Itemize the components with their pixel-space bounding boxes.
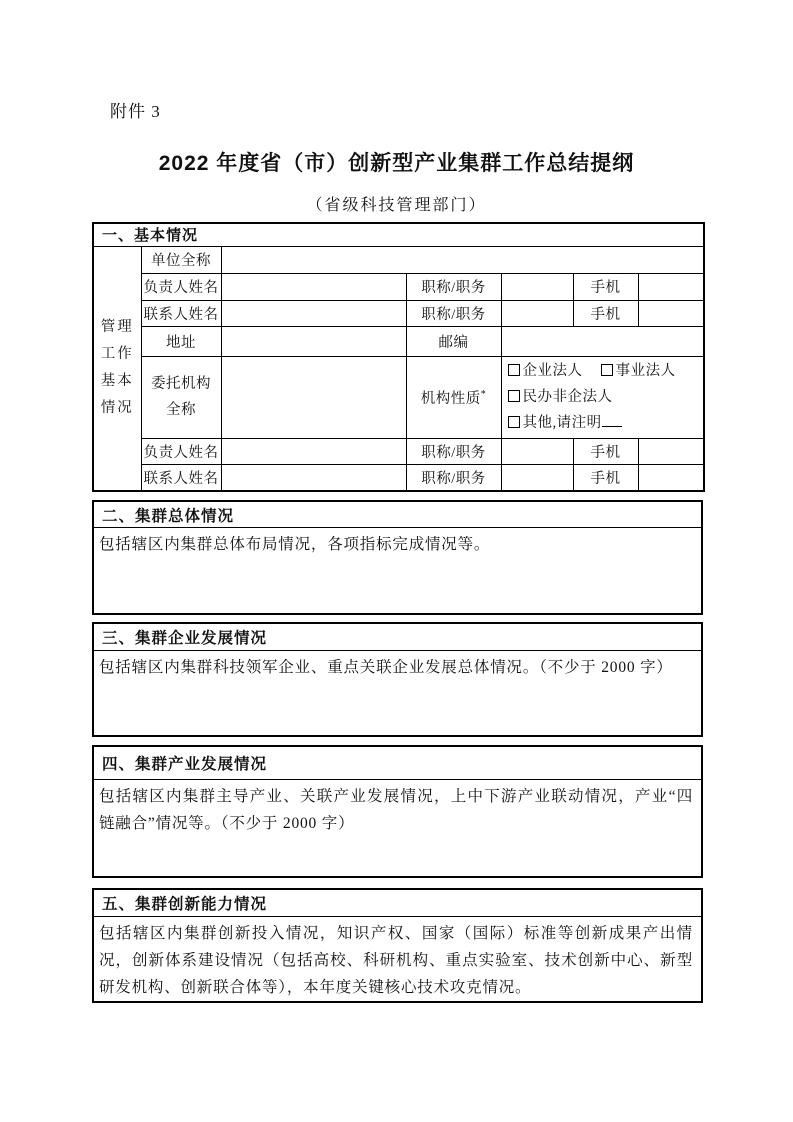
contact-title-label-2: 职称/职务 xyxy=(406,464,501,491)
section-enterprise-development xyxy=(92,622,703,737)
leader-name-label: 负责人姓名 xyxy=(141,273,221,300)
checkbox-icon xyxy=(508,364,520,376)
leader-name-label-2: 负责人姓名 xyxy=(141,438,221,464)
checkbox-icon xyxy=(508,416,520,428)
option-other: 其他,请注明 xyxy=(508,415,622,431)
leader-title-value-cell xyxy=(501,273,573,300)
page-subtitle: （省级科技管理部门） xyxy=(306,197,487,214)
leader-mobile-value-cell-2 xyxy=(638,438,704,464)
leader-mobile-label-2: 手机 xyxy=(573,438,638,464)
address-value-cell xyxy=(221,326,406,356)
contact-name-value-cell-2 xyxy=(221,464,406,491)
checkbox-icon xyxy=(601,364,613,376)
contact-mobile-label: 手机 xyxy=(573,300,638,326)
section-industry-development xyxy=(92,745,703,878)
section-title: 三、集群企业发展情况 xyxy=(94,624,701,651)
contact-title-value-cell-2 xyxy=(501,464,573,491)
section-title-basic-info: 一、基本情况 xyxy=(93,223,704,246)
org-nature-label: 机构性质* xyxy=(406,356,501,438)
leader-title-label: 职称/职务 xyxy=(406,273,501,300)
org-nature-option-row-1 xyxy=(508,358,704,384)
section-title: 四、集群产业发展情况 xyxy=(94,747,701,780)
option-public-institution-legal-person: 事业法人 xyxy=(601,363,676,379)
option-enterprise-legal-person: 企业法人 xyxy=(508,363,583,379)
section-body-text: 包括辖区内集群创新投入情况，知识产权、国家（国际）标准等创新成果产出情况，创新体系建设情况（包括高校、科研机构、重点实验室、技术创新中心、新型研发机构、创新联合体等），本年度关键核心技术攻克情况。 xyxy=(99,925,693,996)
checkbox-icon xyxy=(508,390,520,402)
entrusted-org-value-cell xyxy=(221,356,406,438)
postcode-label: 邮编 xyxy=(406,326,501,356)
section-title: 二、集群总体情况 xyxy=(94,502,701,528)
postcode-value-cell xyxy=(501,326,704,356)
asterisk-mark: * xyxy=(480,388,487,400)
section-body-text: 包括辖区内集群科技领军企业、重点关联企业发展总体情况。（不少于 2000 字） xyxy=(99,659,673,676)
page-title: 2022 年度省（市）创新型产业集群工作总结提纲 xyxy=(158,152,635,175)
side-header-management-work: 管理 工作 基本 情况 xyxy=(93,246,141,491)
basic-info-table xyxy=(92,222,705,492)
option-private-non-enterprise: 民办非企法人 xyxy=(508,389,613,405)
section-title: 五、集群创新能力情况 xyxy=(94,890,701,917)
contact-name-label-2: 联系人姓名 xyxy=(141,464,221,491)
other-note-blank-line xyxy=(602,413,622,427)
contact-mobile-label-2: 手机 xyxy=(573,464,638,491)
section-body-text: 包括辖区内集群总体布局情况，各项指标完成情况等。 xyxy=(99,536,491,553)
org-nature-option-row-2 xyxy=(508,384,704,410)
attachment-label: 附件 3 xyxy=(110,102,161,121)
leader-name-value-cell-2 xyxy=(221,438,406,464)
unit-full-name-value-cell xyxy=(221,246,704,273)
unit-full-name-label: 单位全称 xyxy=(141,246,221,273)
section-cluster-overview xyxy=(92,500,703,615)
org-nature-option-row-3 xyxy=(508,410,704,436)
section-body-text: 包括辖区内集群主导产业、关联产业发展情况，上中下游产业联动情况，产业“四链融合”情况等。（不少于 2000 字） xyxy=(99,788,693,832)
org-nature-options-cell xyxy=(501,356,704,438)
leader-title-value-cell-2 xyxy=(501,438,573,464)
contact-name-value-cell xyxy=(221,300,406,326)
contact-title-label: 职称/职务 xyxy=(406,300,501,326)
contact-title-value-cell xyxy=(501,300,573,326)
leader-name-value-cell xyxy=(221,273,406,300)
leader-mobile-value-cell xyxy=(638,273,704,300)
contact-name-label: 联系人姓名 xyxy=(141,300,221,326)
leader-mobile-label: 手机 xyxy=(573,273,638,300)
section-innovation-capability xyxy=(92,888,703,1003)
entrusted-org-label: 委托机构 全称 xyxy=(141,356,221,438)
address-label: 地址 xyxy=(141,326,221,356)
contact-mobile-value-cell xyxy=(638,300,704,326)
contact-mobile-value-cell-2 xyxy=(638,464,704,491)
leader-title-label-2: 职称/职务 xyxy=(406,438,501,464)
